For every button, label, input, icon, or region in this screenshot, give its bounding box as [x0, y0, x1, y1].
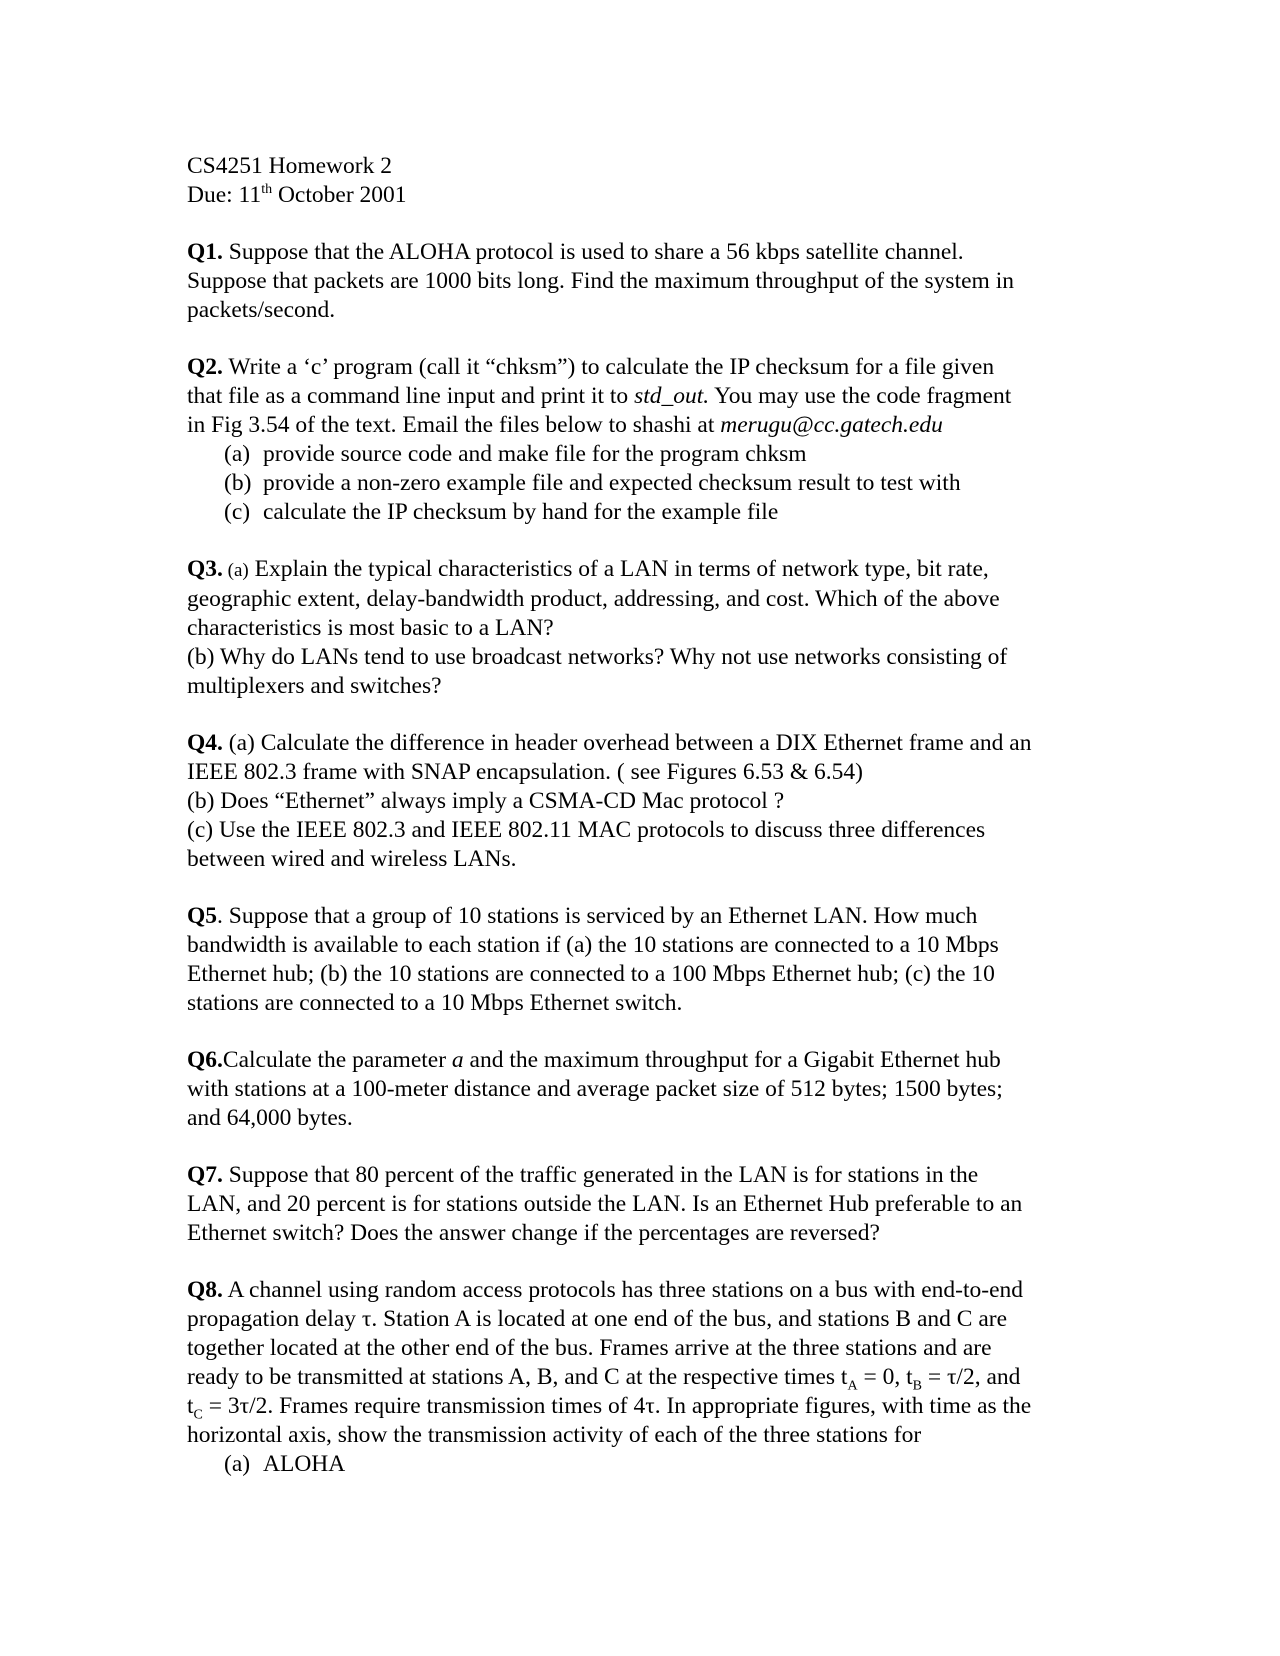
question-label: Q2. — [187, 354, 223, 380]
question-8: Q8. A channel using random access protocols has three stations on a bus with end-to-end propagation delay τ. Station A is located at one end of the bus, and stations B and C are together located at the other end of the bus. Frames arrive at the three stations and are ready to be transmitted at stations A, B, and C at the respective times $t_A = 0$, $t_B = \tau/2$, and $t_C = 3\tau/2$. Frames require transmission times of 4τ. In appropriate figures, with time as the horizontal axis, show the transmission activity of each of the three stations for (a) ALOHA — [187, 1276, 1107, 1479]
question-3: Q3. (a) Explain the typical characteristics of a LAN in terms of network type, bit rate, geographic extent, delay-bandwidth product, addressing, and cost. Which of the above characteristics is most basic to a LAN? (b) Why do LANs tend to use broadcast networks? Why not use networks consisting of multiplexers and switches? — [187, 556, 1008, 699]
course-title: CS4251 Homework 2 — [187, 153, 392, 179]
list-item: (b) provide a non-zero example file and expected checksum result to test with — [224, 470, 961, 496]
question-label: Q6. — [187, 1047, 223, 1073]
question-7: Q7. Suppose that 80 percent of the traffic generated in the LAN is for stations in the LAN, and 20 percent is for stations outside the LAN. Is an Ethernet Hub preferable to an Ethernet switch? Does the answer change if the percentages are reversed? — [187, 1162, 1023, 1246]
question-2: Q2. Write a ‘c’ program (call it “chksm”) to calculate the IP checksum for a file given that file as a command line input and print it to std_out. You may use the code fragment in Fig 3.54 of the text. Email the files below to shashi at merugu@cc.gatech.edu (a) provide source code and make file for the program chksm (b) provide a non-zero example file and expected checksum result to test with (c) calculate the IP checksum by hand for the example file — [187, 353, 1107, 527]
homework-page — [187, 152, 1107, 1479]
subscript-c: C — [193, 1407, 203, 1423]
question-label: Q1. — [187, 239, 223, 265]
subscript-b: B — [912, 1378, 922, 1394]
std-out-term: std_out. — [634, 383, 710, 409]
question-label: Q7. — [187, 1162, 223, 1188]
question-4: Q4. (a) Calculate the difference in header overhead between a DIX Ethernet frame and an IEEE 802.3 frame with SNAP encapsulation. ( see Figures 6.53 & 6.54) (b) Does “Ethernet” always imply a CSMA-CD Mac protocol ? (c) Use the IEEE 802.3 and IEEE 802.11 MAC protocols to discuss three differences between wired and wireless LANs. — [187, 730, 1032, 872]
due-date: Due: 11th October 2001 — [187, 182, 407, 208]
due-date-ordinal: th — [261, 182, 273, 198]
question-1: Q1. Suppose that the ALOHA protocol is used to share a 56 kbps satellite channel. Suppose that packets are 1000 bits long. Find the maximum throughput of the system in packets/second. — [187, 239, 1014, 323]
question-label: Q3. — [187, 556, 223, 582]
email-address: merugu@cc.gatech.edu — [720, 412, 943, 438]
list-item: (a) ALOHA — [224, 1451, 346, 1477]
subscript-a: A — [847, 1378, 858, 1394]
question-5: Q5. Suppose that a group of 10 stations is serviced by an Ethernet LAN. How much bandwidth is available to each station if (a) the 10 stations are connected to a 10 Mbps Ethernet hub; (b) the 10 stations are connected to a 100 Mbps Ethernet hub; (c) the 10 stations are connected to a 10 Mbps Ethernet switch. — [187, 903, 999, 1016]
question-label: Q4. — [187, 730, 223, 756]
question-6: Q6.Calculate the parameter a and the maximum throughput for a Gigabit Ethernet hub with stations at a 100-meter distance and average packet size of 512 bytes; 1500 bytes; and 64,000 bytes. — [187, 1047, 1003, 1131]
list-item: (c) calculate the IP checksum by hand for the example file — [224, 499, 779, 525]
header — [187, 152, 1107, 210]
parameter-a: a — [451, 1047, 464, 1073]
list-item: (a) provide source code and make file for the program chksm — [224, 441, 807, 467]
question-label: Q8. — [187, 1277, 223, 1303]
question-label: Q5 — [187, 903, 218, 929]
